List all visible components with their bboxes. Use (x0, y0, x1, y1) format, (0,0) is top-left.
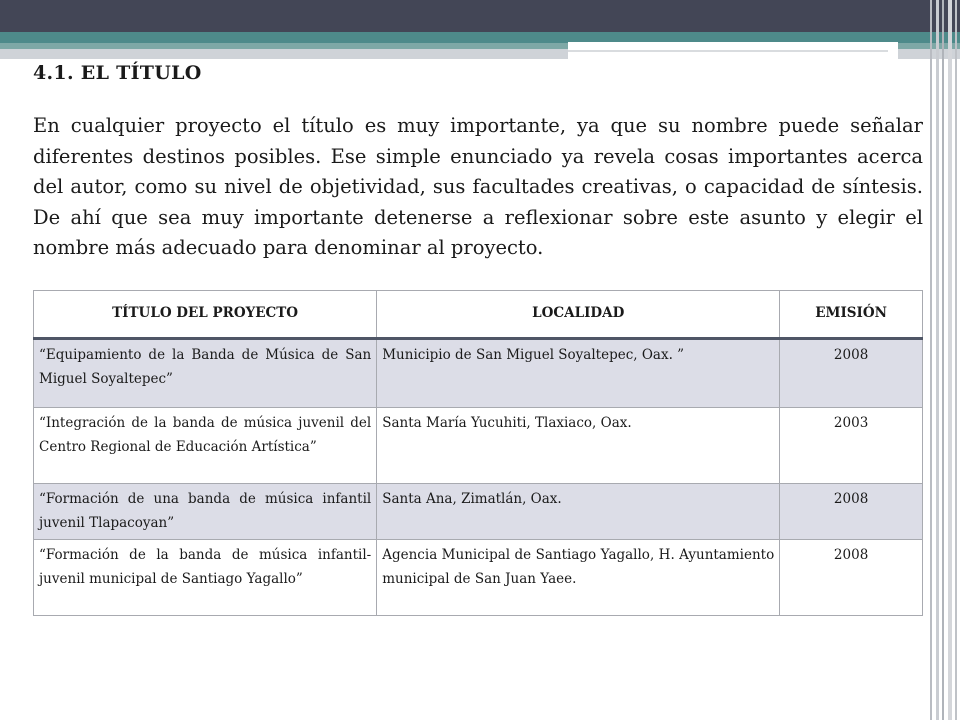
header-emission: EMISIÓN (780, 291, 923, 339)
header-locality: LOCALIDAD (377, 291, 780, 339)
top-band-white-block-small (568, 59, 773, 64)
locality-cell: Municipio de San Miguel Soyaltepec, Oax. ” (377, 339, 780, 408)
top-band-dark (0, 0, 960, 32)
top-band-white-line (568, 50, 888, 52)
table-row (34, 339, 923, 408)
year-cell: 2008 (780, 339, 923, 408)
table-row (34, 408, 923, 484)
project-title-cell: “Formación de la banda de música infantil-juvenil municipal de Santiago Yagallo” (34, 540, 377, 616)
year-cell: 2008 (780, 540, 923, 616)
intro-paragraph: En cualquier proyecto el título es muy importante, ya que su nombre puede señalar diferentes destinos posibles. Ese simple enunciado ya revela cosas importantes acerca del autor, como su nivel de objetividad, sus facultades creativas, o capacidad de síntesis. De ahí que sea muy importante detenerse a reflexionar sobre este asunto y elegir el nombre más adecuado para denominar al proyecto. (33, 114, 923, 259)
project-title-cell: “Equipamiento de la Banda de Música de San Miguel Soyaltepec” (34, 339, 377, 408)
project-title-cell: “Formación de una banda de música infantil juvenil Tlapacoyan” (34, 484, 377, 540)
locality-cell: Santa Ana, Zimatlán, Oax. (377, 484, 780, 540)
section-heading: 4.1. EL TÍTULO (33, 62, 202, 84)
locality-cell: Santa María Yucuhiti, Tlaxiaco, Oax. (377, 408, 780, 484)
project-title-cell: “Integración de la banda de música juvenil del Centro Regional de Educación Artística” (34, 408, 377, 484)
table-row (34, 484, 923, 540)
table-header-row (34, 291, 923, 339)
header-title: TÍTULO DEL PROYECTO (34, 291, 377, 339)
table-row (34, 540, 923, 616)
right-edge-stripes (928, 0, 960, 720)
projects-table (33, 290, 923, 616)
year-cell: 2008 (780, 484, 923, 540)
year-cell: 2003 (780, 408, 923, 484)
locality-cell: Agencia Municipal de Santiago Yagallo, H. Ayuntamiento municipal de San Juan Yaee. (377, 540, 780, 616)
